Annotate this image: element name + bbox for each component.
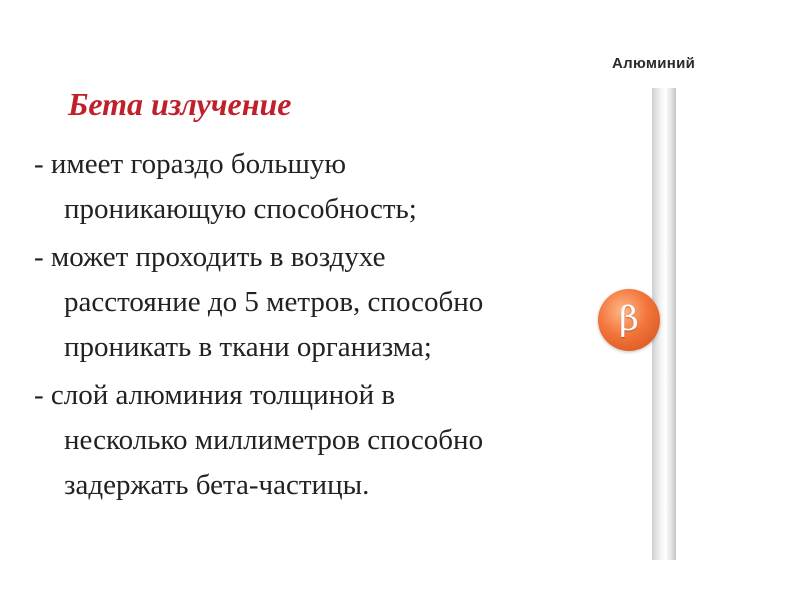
bullet-item	[34, 373, 594, 508]
bullet-line: несколько миллиметров способно	[64, 424, 484, 456]
bullet-line: расстояние до 5 метров, способно	[64, 286, 484, 318]
bullet-line: задержать бета-частицы.	[64, 469, 370, 501]
bullet-item	[34, 235, 594, 370]
slide-title: Бета излучение	[68, 86, 292, 122]
beta-symbol: β	[619, 299, 639, 339]
bullet-line: - может проходить в воздухе	[34, 241, 386, 273]
beta-particle-icon	[598, 289, 660, 351]
aluminium-label: Алюминий	[612, 55, 696, 72]
bullet-item	[34, 142, 594, 232]
bullet-line: проникать в ткани организма;	[64, 331, 432, 363]
bullet-line: проникающую способность;	[64, 193, 417, 225]
bullet-line: - слой алюминия толщиной в	[34, 379, 396, 411]
bullet-list	[34, 142, 594, 511]
bullet-line: - имеет гораздо большую	[34, 148, 346, 180]
